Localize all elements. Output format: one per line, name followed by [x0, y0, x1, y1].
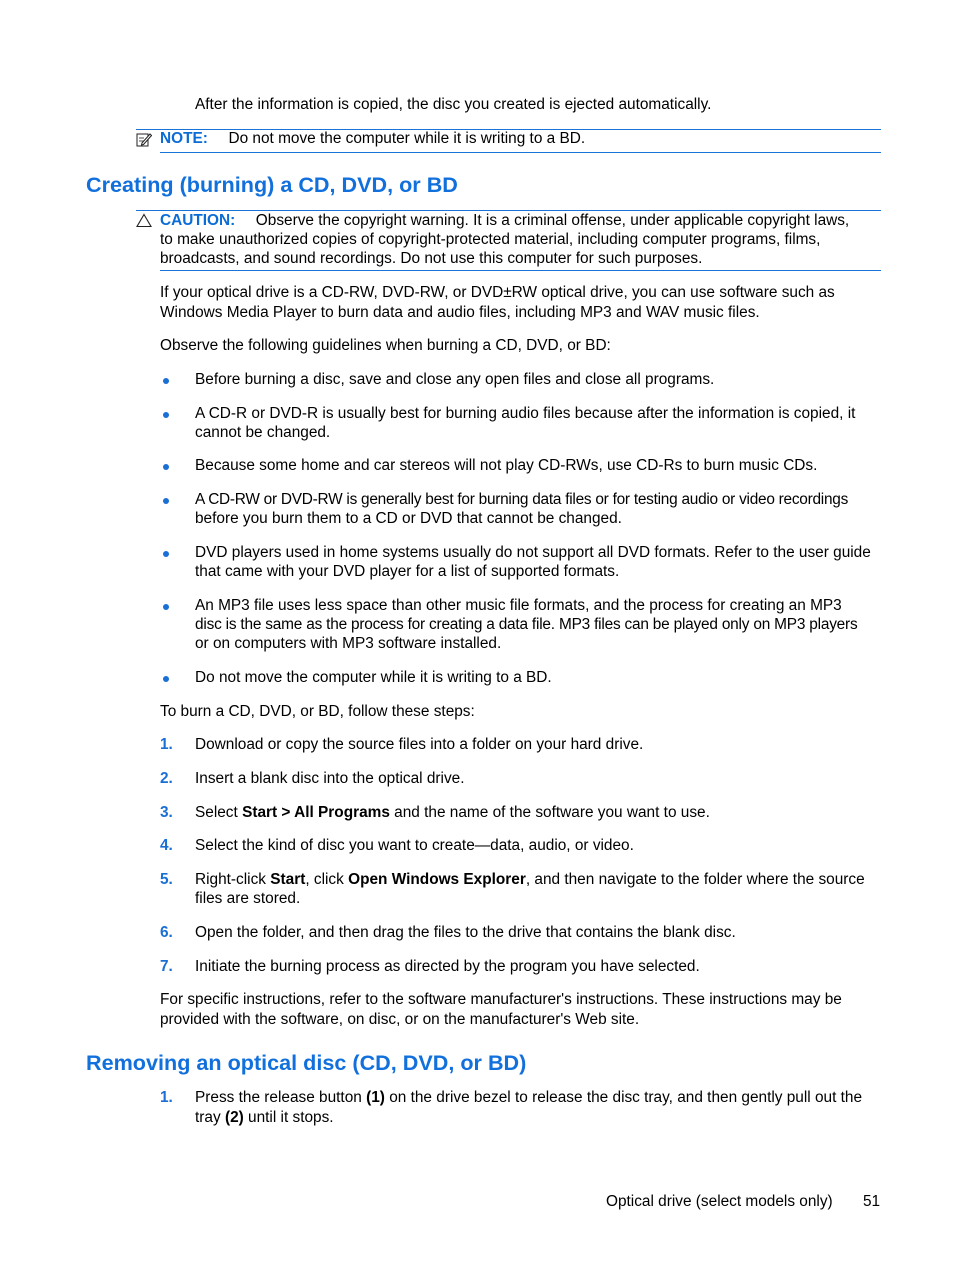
bullet-4-line-2: before you burn them to a CD or DVD that cannot be changed. — [195, 510, 622, 527]
section-heading-creating: Creating (burning) a CD, DVD, or BD — [86, 172, 458, 197]
step-4-text: Select the kind of disc you want to create—data, audio, or video. — [195, 837, 634, 854]
step-number: 7. — [160, 958, 173, 975]
bullet-dot — [163, 604, 169, 610]
bullet-1-line-1: Before burning a disc, save and close any open files and close all programs. — [195, 371, 715, 388]
intro-line-2: Windows Media Player to burn data and audio files, including MP3 and WAV music files. — [160, 304, 760, 321]
bullet-5-line-2: that came with your DVD player for a list of supported formats. — [195, 563, 620, 580]
bullet-6-line-1: An MP3 file uses less space than other music file formats, and the process for creating an MP3 — [195, 597, 842, 614]
note-pencil-icon — [136, 132, 152, 148]
step-5-post: , and then navigate to the folder where the source — [525, 871, 865, 888]
step-number: 1. — [160, 736, 173, 753]
step-number: 3. — [160, 804, 173, 821]
removal-step-line2-pre: tray — [195, 1109, 225, 1126]
note-text: Do not move the computer while it is writing to a BD. — [228, 130, 586, 147]
note — [160, 130, 585, 148]
step-number: 2. — [160, 770, 173, 787]
step-3-pre: Select — [195, 804, 243, 821]
footer-page-number: 51 — [863, 1193, 881, 1210]
step-5-pre: Right-click — [195, 871, 271, 888]
step-5-text — [195, 871, 865, 889]
bullet-7-line-1: Do not move the computer while it is writing to a BD. — [195, 669, 552, 686]
step-number: 1. — [160, 1089, 173, 1106]
step-5-bold-2: Open Windows Explorer — [348, 871, 526, 888]
bullet-6-line-3: or on computers with MP3 software installed. — [195, 635, 502, 652]
bullet-dot — [163, 551, 169, 557]
step-5-bold-1: Start — [270, 871, 306, 888]
step-number: 6. — [160, 924, 173, 941]
bullet-4-line-1: A CD-RW or DVD-RW is generally best for burning data files or for testing audio or video recordings — [195, 491, 849, 508]
caution-top-rule — [136, 210, 881, 211]
bullet-2-line-2: cannot be changed. — [195, 424, 331, 441]
step-5-mid: , click — [305, 871, 349, 888]
step-1-text: Download or copy the source files into a folder on your hard drive. — [195, 736, 644, 753]
closing-line-1: For specific instructions, refer to the software manufacturer's instructions. These instructions may be — [160, 991, 842, 1008]
closing-line-2: provided with the software, on disc, or on the manufacturer's Web site. — [160, 1011, 640, 1028]
removal-step-1-line-1 — [195, 1089, 862, 1107]
bullet-dot — [163, 498, 169, 504]
bullet-dot — [163, 676, 169, 682]
removal-step-callout-2: (2) — [224, 1109, 244, 1126]
bullet-6-line-2: disc is the same as the process for creating a data file. MP3 files can be played only on MP3 players — [195, 616, 858, 633]
step-2-text: Insert a blank disc into the optical drive. — [195, 770, 465, 787]
guidelines-intro: Observe the following guidelines when burning a CD, DVD, or BD: — [160, 337, 611, 354]
bullet-dot — [163, 464, 169, 470]
step-number: 5. — [160, 871, 173, 888]
note-label: NOTE: — [160, 130, 208, 147]
removal-step-mid: on the drive bezel to release the disc tray, and then gently pull out the — [384, 1089, 863, 1106]
removal-step-pre: Press the release button — [195, 1089, 367, 1106]
step-3-post: and the name of the software you want to use. — [389, 804, 710, 821]
note-bottom-rule — [160, 152, 881, 153]
bullet-2-line-1: A CD-R or DVD-R is usually best for burning audio files because after the information is copied, it — [195, 405, 856, 422]
step-3-text — [195, 804, 710, 822]
caution-text-1: Observe the copyright warning. It is a criminal offense, under applicable copyright laws, — [255, 212, 850, 229]
intro-line-1: If your optical drive is a CD-RW, DVD-RW, or DVD±RW optical drive, you can use software such as — [160, 284, 835, 301]
caution-triangle-icon — [136, 213, 152, 228]
step-number: 4. — [160, 837, 173, 854]
top-paragraph: After the information is copied, the disc you created is ejected automatically. — [195, 96, 712, 113]
bullet-3-line-1: Because some home and car stereos will not play CD-RWs, use CD-Rs to burn music CDs. — [195, 457, 818, 474]
step-6-text: Open the folder, and then drag the files to the drive that contains the blank disc. — [195, 924, 736, 941]
caution-label: CAUTION: — [160, 212, 236, 229]
caution-line-2: to make unauthorized copies of copyright-protected material, including computer programs, films, — [160, 231, 821, 248]
bullet-dot — [163, 378, 169, 384]
removal-step-callout-1: (1) — [366, 1089, 385, 1106]
caution-line-1 — [160, 212, 849, 230]
bullet-dot — [163, 412, 169, 418]
step-3-bold: Start > All Programs — [242, 804, 390, 821]
footer-chapter: Optical drive (select models only) — [606, 1193, 833, 1210]
section-heading-removing: Removing an optical disc (CD, DVD, or BD) — [86, 1050, 527, 1075]
steps-intro: To burn a CD, DVD, or BD, follow these steps: — [160, 703, 475, 720]
caution-bottom-rule — [160, 270, 881, 271]
step-5-line-2: files are stored. — [195, 890, 301, 907]
step-7-text: Initiate the burning process as directed by the program you have selected. — [195, 958, 700, 975]
removal-step-line2-post: until it stops. — [243, 1109, 334, 1126]
removal-step-1-line-2 — [195, 1109, 334, 1127]
bullet-5-line-1: DVD players used in home systems usually do not support all DVD formats. Refer to the user guide — [195, 544, 871, 561]
caution-line-3: broadcasts, and sound recordings. Do not use this computer for such purposes. — [160, 250, 703, 267]
